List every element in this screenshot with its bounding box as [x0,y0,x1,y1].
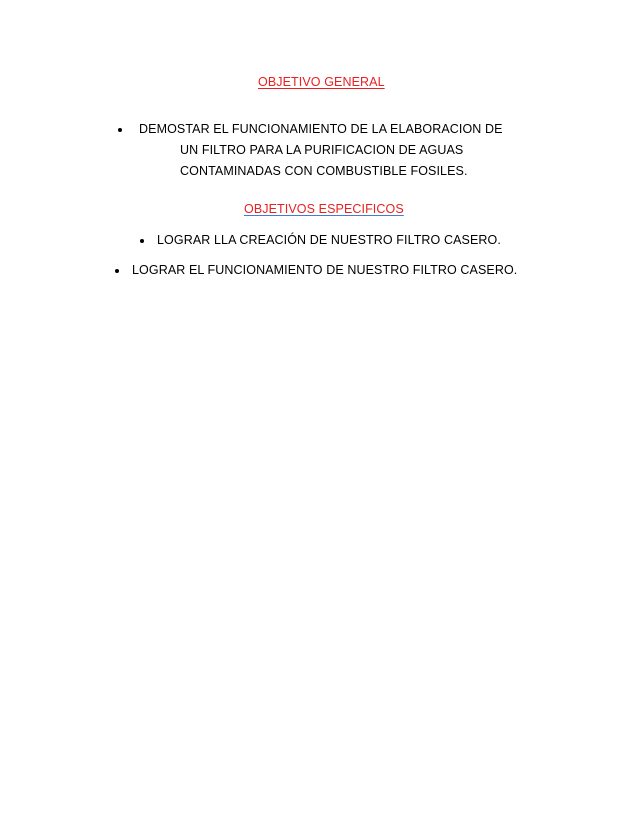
heading-objetivo-general: OBJETIVO GENERAL [258,75,385,89]
general-objective-line-3: CONTAMINADAS CON COMBUSTIBLE FOSILES. [180,164,468,178]
specific-objective-text: LOGRAR EL FUNCIONAMIENTO DE NUESTRO FILTRO CASERO. [132,263,518,277]
bullet-icon [140,239,144,243]
general-objective-line-1: DEMOSTAR EL FUNCIONAMIENTO DE LA ELABORACION DE [139,122,503,136]
specific-objective-text: LOGRAR LLA CREACIÓN DE NUESTRO FILTRO CASERO. [157,233,501,247]
bullet-icon [115,269,119,273]
heading-objetivos-especificos: OBJETIVOS ESPECIFICOS [244,202,404,216]
bullet-icon [118,128,122,132]
general-objective-line-2: UN FILTRO PARA LA PURIFICACION DE AGUAS [180,143,464,157]
